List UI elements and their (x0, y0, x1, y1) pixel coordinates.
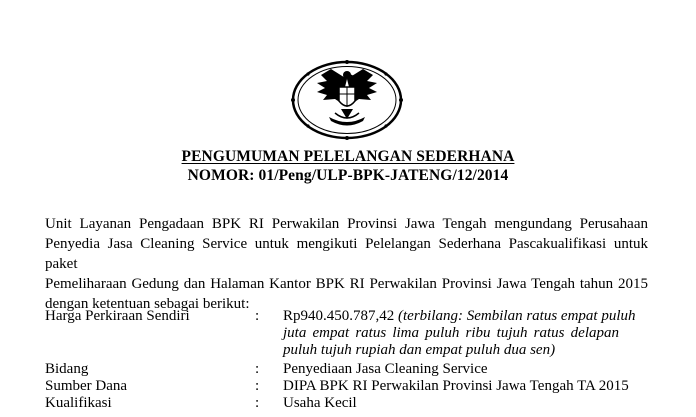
detail-colon: : (255, 378, 260, 394)
intro-line: dengan ketentuan sebagai berikut: (45, 296, 250, 312)
hps-words-line: juta empat ratus lima puluh ribu tujuh ratus delapan (283, 325, 619, 341)
detail-label: Harga Perkiraan Sendiri (45, 308, 190, 324)
document-number: NOMOR: 01/Peng/ULP-BPK-JATENG/12/2014 (187, 167, 509, 184)
detail-value-hps (283, 308, 636, 359)
detail-value-sumber-dana: DIPA BPK RI Perwakilan Provinsi Jawa Tengah TA 2015 (283, 378, 629, 394)
intro-line: Pemeliharaan Gedung dan Halaman Kantor BPK RI Perwakilan Provinsi Jawa Tengah tahun 2015 (45, 276, 648, 292)
detail-colon: : (255, 308, 260, 324)
detail-label: Kualifikasi (45, 395, 112, 411)
intro-paragraph (45, 214, 648, 314)
hps-amount: Rp940.450.787,42 (283, 308, 395, 324)
detail-colon: : (255, 395, 260, 411)
hps-words-line: (terbilang: Sembilan ratus empat puluh (398, 308, 636, 324)
intro-line: Unit Layanan Pengadaan BPK RI Perwakilan Provinsi Jawa Tengah mengundang Perusahaan (45, 216, 648, 232)
detail-value-bidang: Penyediaan Jasa Cleaning Service (283, 361, 488, 377)
intro-line: Penyedia Jasa Cleaning Service untuk mengikuti Pelelangan Sederhana Pascakualifikasi untuk paket (45, 236, 648, 272)
detail-colon: : (255, 361, 260, 377)
bpk-emblem-icon (291, 57, 403, 141)
detail-label: Sumber Dana (45, 378, 128, 394)
hps-words-line: puluh tujuh rupiah dan empat puluh dua sen) (283, 342, 556, 358)
detail-value-kualifikasi: Usaha Kecil (283, 395, 357, 411)
document-title: PENGUMUMAN PELELANGAN SEDERHANA (181, 148, 515, 165)
detail-label: Bidang (45, 361, 89, 377)
